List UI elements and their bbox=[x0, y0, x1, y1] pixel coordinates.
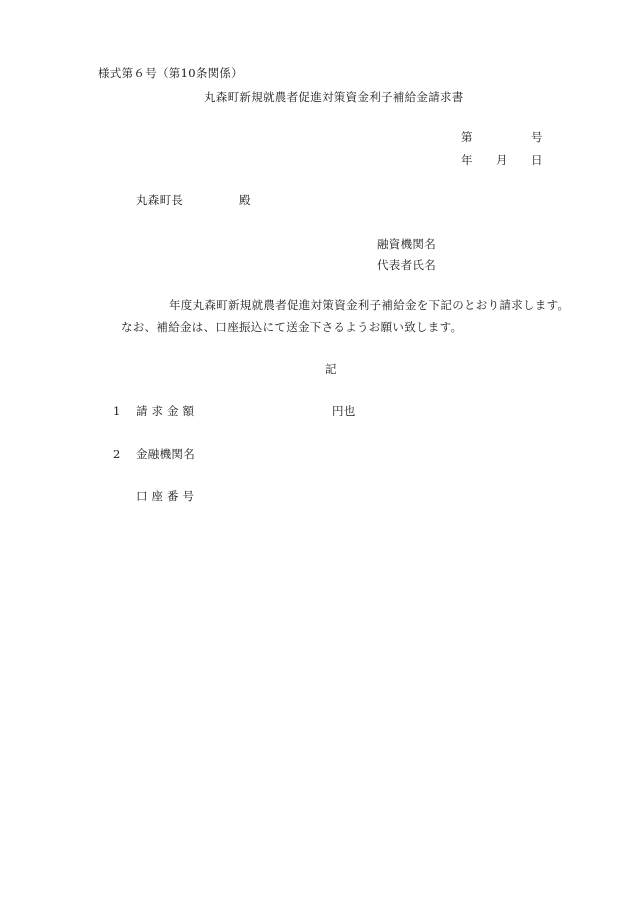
form-number: 様式第６号（第10条関係） bbox=[98, 66, 244, 80]
representative-label: 代表者氏名 bbox=[377, 258, 436, 272]
document-title: 丸森町新規就農者促進対策資金利子補給金請求書 bbox=[204, 90, 464, 104]
date-month: 月 bbox=[496, 153, 508, 167]
addressee-name: 丸森町長 bbox=[136, 193, 184, 207]
number-suffix: 号 bbox=[531, 130, 543, 144]
ki-heading: 記 bbox=[325, 362, 337, 376]
date-year: 年 bbox=[461, 153, 473, 167]
date-day: 日 bbox=[531, 153, 543, 167]
body-line-2: なお、補給金は、口座振込にて送金下さるようお願い致します。 bbox=[121, 320, 463, 334]
item-1-number: 1 bbox=[113, 404, 121, 418]
item-1-label: 請求金額 bbox=[136, 404, 198, 418]
item-2-number: 2 bbox=[113, 447, 121, 461]
institution-label: 融資機関名 bbox=[377, 237, 436, 251]
item-1-unit: 円也 bbox=[332, 404, 356, 418]
number-prefix: 第 bbox=[461, 130, 473, 144]
account-label: 口座番号 bbox=[136, 489, 198, 503]
addressee-honorific: 殿 bbox=[239, 193, 251, 207]
body-line-1: 年度丸森町新規就農者促進対策資金利子補給金を下記のとおり請求します。 bbox=[169, 298, 570, 312]
item-2-label: 金融機関名 bbox=[136, 447, 195, 461]
